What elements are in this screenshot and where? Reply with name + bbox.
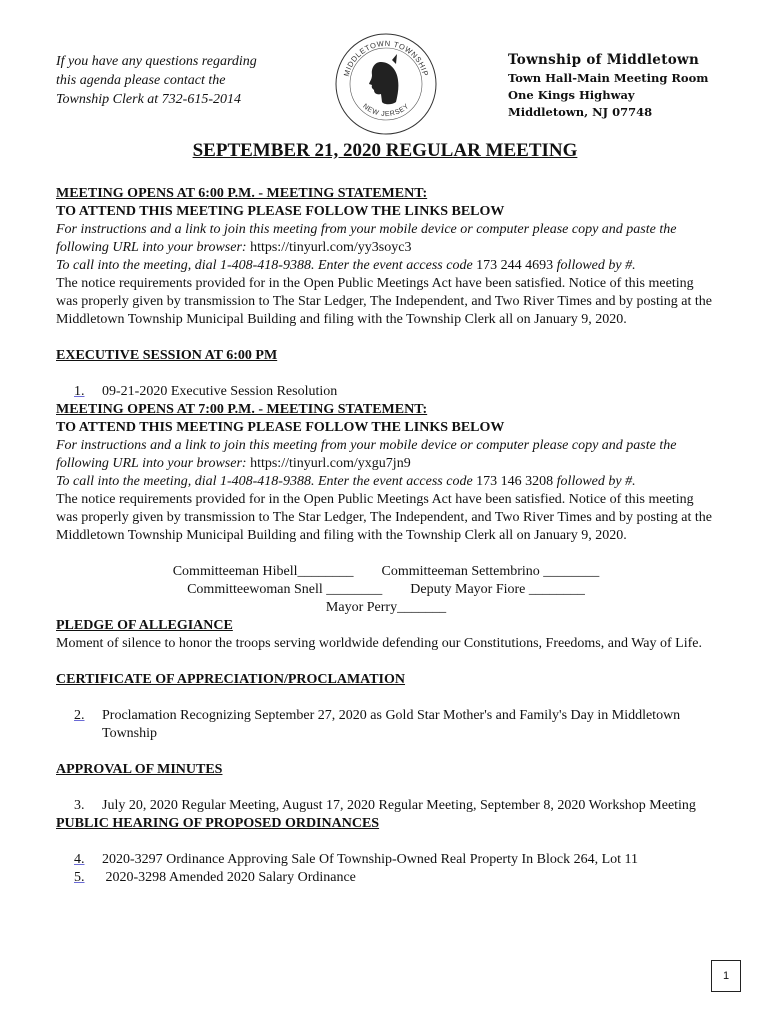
seal-bottom-text: NEW JERSEY [361, 102, 411, 119]
pledge-heading: PLEDGE OF ALLEGIANCE [56, 618, 233, 633]
instructions-text: For instructions and a link to join this meeting from your mobile device or computer please copy and paste the following URL into your browser: [56, 438, 677, 471]
minutes-heading: APPROVAL OF MINUTES [56, 762, 223, 777]
list-item [56, 797, 716, 815]
session2-instructions [56, 437, 716, 473]
roll-call-line: Committeeman Hibell________ Committeeman Settembrino ________ [172, 564, 600, 579]
item-number-link[interactable]: 2. [74, 708, 85, 723]
page-number: 1 [711, 960, 741, 992]
contact-line: this agenda please contact the [56, 73, 226, 88]
address-line: One Kings Highway [508, 88, 635, 102]
call-prefix: To call into the meeting, dial 1-408-418-9388. Enter the event access code [56, 474, 473, 489]
list-item [56, 707, 716, 743]
session2-heading: MEETING OPENS AT 7:00 P.M. - MEETING STATEMENT: [56, 402, 428, 417]
instructions-text: For instructions and a link to join this meeting from your mobile device or computer please copy and paste the following URL into your browser: [56, 222, 677, 255]
item-number-link[interactable]: 1. [74, 384, 85, 399]
session1-instructions [56, 221, 716, 257]
session2-subheading: TO ATTEND THIS MEETING PLEASE FOLLOW THE LINKS BELOW [56, 420, 505, 435]
session1-notice: The notice requirements provided for in the Open Public Meetings Act have been satisfied. Notice of this meeting was properly given by transmission to The Star Ledger, The Independent, and Two River Times and by posting at the Middletown Township Municipal Building and filing with the Township Clerk all on January 9, 2020. [56, 276, 712, 327]
roll-call-line: Committeewoman Snell ________ Deputy Mayor Fiore ________ [187, 582, 585, 597]
item-text: 09-21-2020 Executive Session Resolution [102, 384, 338, 399]
item-text: 2020-3297 Ordinance Approving Sale Of Township-Owned Real Property In Block 264, Lot 11 [102, 852, 638, 867]
executive-heading: EXECUTIVE SESSION AT 6:00 PM [56, 348, 278, 363]
page-title: SEPTEMBER 21, 2020 REGULAR MEETING [192, 140, 578, 161]
meeting-url-link[interactable]: https://tinyurl.com/yy3soyc3 [250, 240, 412, 255]
address-line: Middletown, NJ 07748 [508, 105, 653, 119]
contact-line: If you have any questions regarding [56, 54, 257, 69]
session2-notice: The notice requirements provided for in the Open Public Meetings Act have been satisfied. Notice of this meeting was properly given by transmission to The Star Ledger, The Independent, and Two River Times and by posting at the Middletown Township Municipal Building and filing with the Township Clerk all on January 9, 2020. [56, 492, 712, 543]
contact-line: Township Clerk at 732-615-2014 [56, 92, 241, 107]
list-item [56, 869, 716, 887]
session2-call-info [56, 473, 716, 491]
township-address-block [508, 50, 748, 121]
item-number: 3. [74, 798, 85, 813]
item-text: Proclamation Recognizing September 27, 2020 as Gold Star Mother's and Family's Day in Middletown Township [102, 708, 681, 741]
session1-heading: MEETING OPENS AT 6:00 P.M. - MEETING STATEMENT: [56, 186, 428, 201]
call-suffix: followed by #. [556, 474, 636, 489]
session1-call-info [56, 257, 716, 275]
township-name: Township of Middletown [508, 52, 700, 68]
list-item [56, 383, 716, 401]
certificate-heading: CERTIFICATE OF APPRECIATION/PROCLAMATION [56, 672, 406, 687]
call-prefix: To call into the meeting, dial 1-408-418-9388. Enter the event access code [56, 258, 473, 273]
pledge-text: Moment of silence to honor the troops serving worldwide defending our Constitutions, Freedoms, and Way of Life. [56, 636, 703, 651]
item-text: 2020-3298 Amended 2020 Salary Ordinance [102, 870, 356, 885]
item-text: July 20, 2020 Regular Meeting, August 17, 2020 Regular Meeting, September 8, 2020 Workshop Meeting [102, 798, 696, 813]
call-suffix: followed by #. [556, 258, 636, 273]
seal-top-text: MIDDLETOWN TOWNSHIP [341, 38, 431, 78]
meeting-url-link[interactable]: https://tinyurl.com/yxgu7jn9 [250, 456, 411, 471]
access-code: 173 244 4693 [476, 258, 554, 273]
agenda-body [56, 185, 716, 887]
access-code: 173 146 3208 [476, 474, 554, 489]
roll-call-line: Mayor Perry_______ [325, 600, 447, 615]
roll-call [56, 563, 716, 617]
session1-subheading: TO ATTEND THIS MEETING PLEASE FOLLOW THE LINKS BELOW [56, 204, 505, 219]
contact-note [56, 52, 326, 109]
item-number-link[interactable]: 4. [74, 852, 85, 867]
list-item [56, 851, 716, 869]
township-seal-icon [334, 32, 438, 136]
address-line: Town Hall-Main Meeting Room [508, 71, 709, 85]
item-number-link[interactable]: 5. [74, 870, 85, 885]
ordinances-heading: PUBLIC HEARING OF PROPOSED ORDINANCES [56, 816, 380, 831]
